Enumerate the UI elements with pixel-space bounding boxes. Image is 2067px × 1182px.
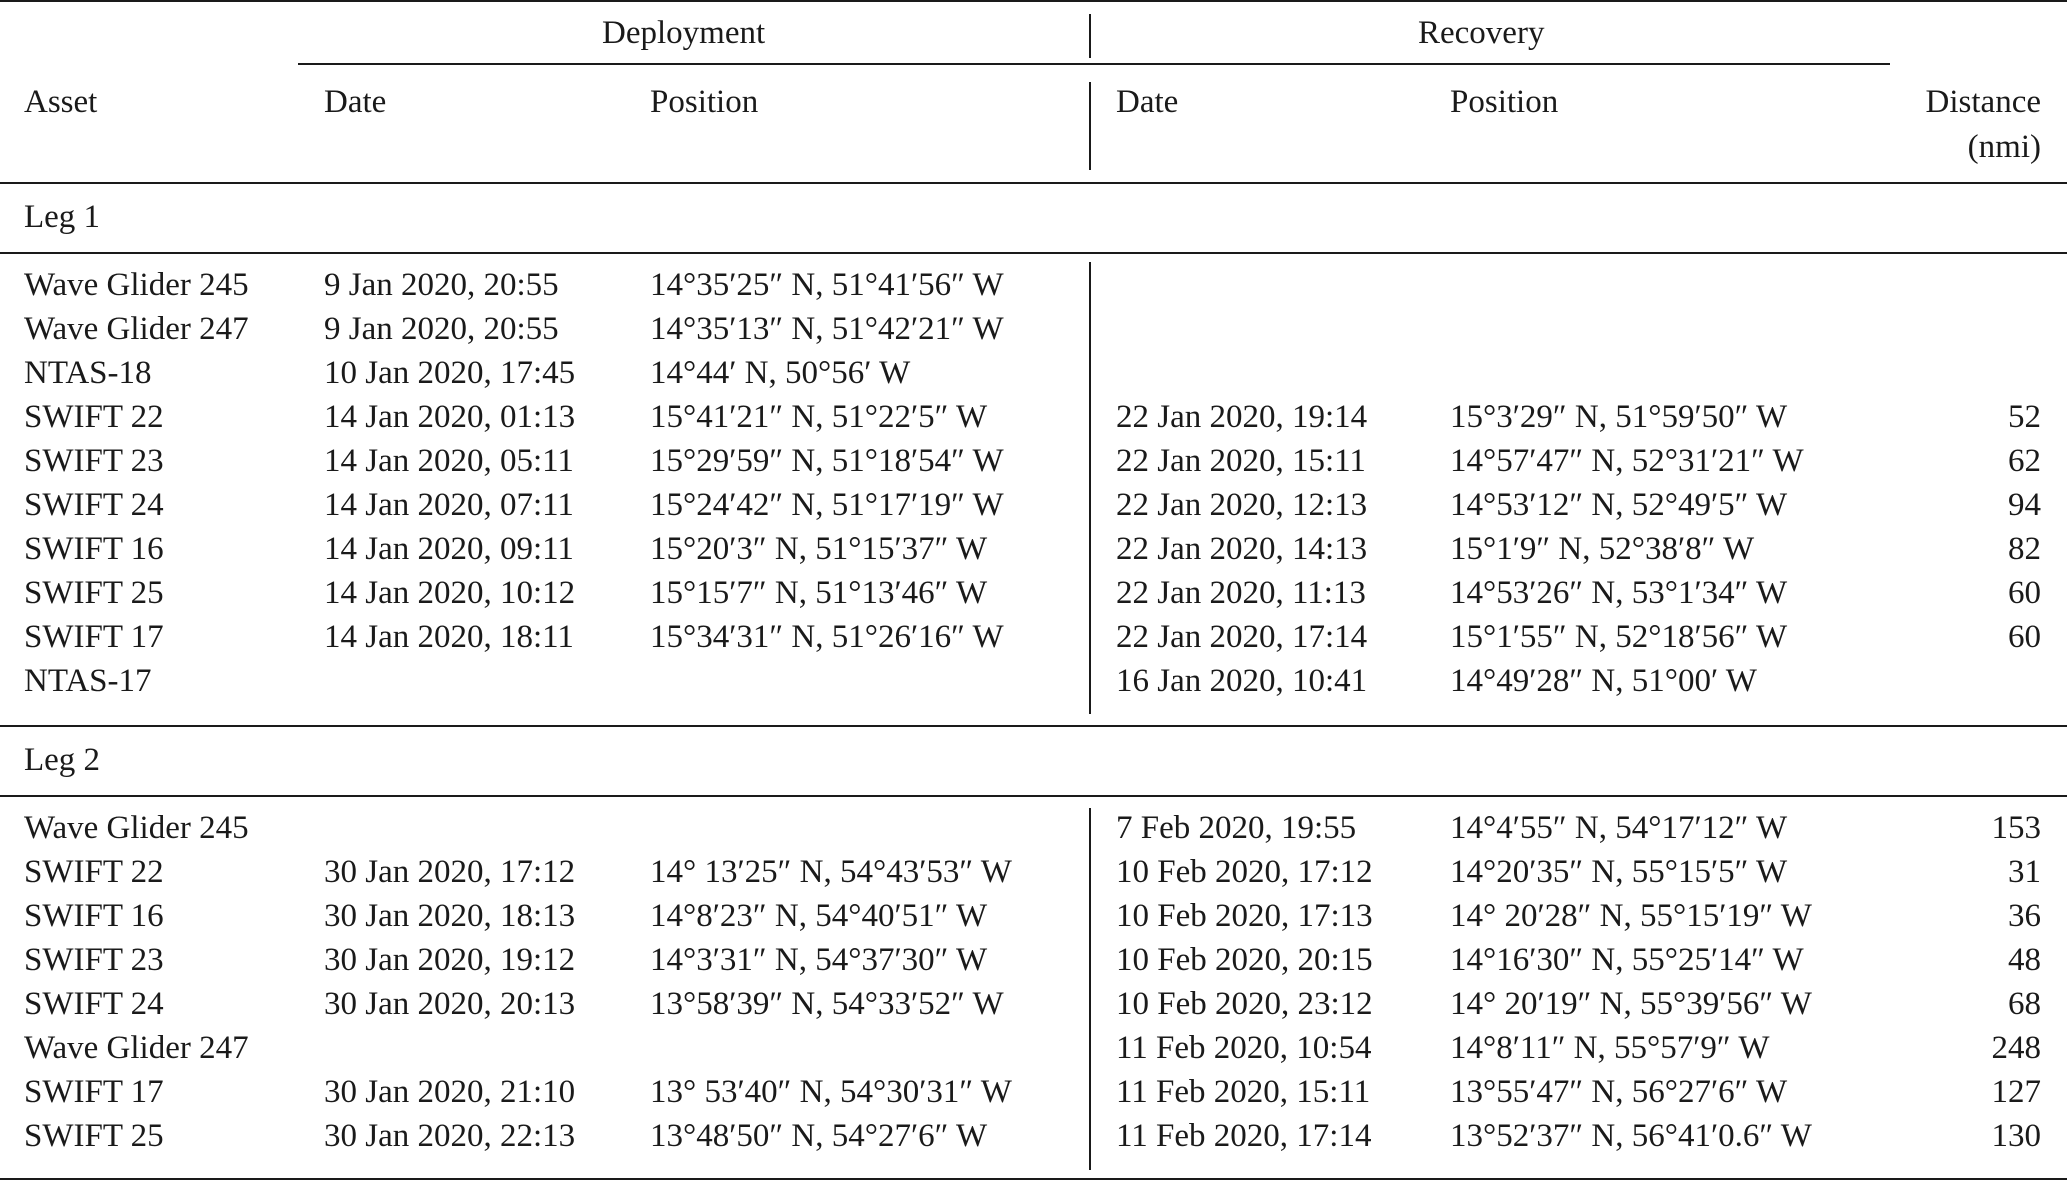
asset-cell: SWIFT 17 xyxy=(24,619,164,655)
distance-cell: 60 xyxy=(2008,619,2041,655)
table-row xyxy=(0,263,2067,307)
recover-position-cell: 14°4′55″ N, 54°17′12″ W xyxy=(1450,810,1788,846)
recover-position-header: Position xyxy=(1450,84,1559,120)
recover-date-header: Date xyxy=(1116,84,1179,120)
distance-cell: 31 xyxy=(2008,854,2041,890)
recover-date-cell: 22 Jan 2020, 14:13 xyxy=(1116,531,1368,567)
deploy-date-cell: 30 Jan 2020, 17:12 xyxy=(324,854,576,890)
asset-cell: SWIFT 16 xyxy=(24,531,164,567)
deploy-position-cell: 15°20′3″ N, 51°15′37″ W xyxy=(650,531,988,567)
deploy-position-cell: 14°8′23″ N, 54°40′51″ W xyxy=(650,898,988,934)
recover-date-cell: 22 Jan 2020, 11:13 xyxy=(1116,575,1366,611)
asset-cell: Wave Glider 245 xyxy=(24,810,249,846)
distance-unit-header: (nmi) xyxy=(1967,129,2041,165)
deploy-position-cell: 13° 53′40″ N, 54°30′31″ W xyxy=(650,1074,1012,1110)
deploy-date-cell: 30 Jan 2020, 22:13 xyxy=(324,1118,576,1154)
asset-cell: SWIFT 24 xyxy=(24,487,164,523)
asset-cell: NTAS-18 xyxy=(24,355,152,391)
recover-position-cell: 13°55′47″ N, 56°27′6″ W xyxy=(1450,1074,1788,1110)
table-row xyxy=(0,806,2067,850)
recover-position-cell: 14°53′26″ N, 53°1′34″ W xyxy=(1450,575,1788,611)
deploy-date-cell: 14 Jan 2020, 18:11 xyxy=(324,619,574,655)
distance-cell: 153 xyxy=(1991,810,2041,846)
distance-cell: 82 xyxy=(2008,531,2041,567)
leg2-rule xyxy=(0,795,2067,797)
deploy-date-cell: 30 Jan 2020, 21:10 xyxy=(324,1074,576,1110)
table-row xyxy=(0,527,2067,571)
deploy-date-cell: 14 Jan 2020, 01:13 xyxy=(324,399,576,435)
recover-position-cell: 14°57′47″ N, 52°31′21″ W xyxy=(1450,443,1804,479)
group-divider xyxy=(1089,14,1091,58)
recover-date-cell: 10 Feb 2020, 20:15 xyxy=(1116,942,1373,978)
deploy-date-cell: 9 Jan 2020, 20:55 xyxy=(324,311,559,347)
deploy-date-cell: 30 Jan 2020, 18:13 xyxy=(324,898,576,934)
header-bottom-rule xyxy=(0,182,2067,184)
asset-cell: SWIFT 23 xyxy=(24,443,164,479)
asset-cell: Wave Glider 247 xyxy=(24,311,249,347)
deploy-position-cell: 14°35′13″ N, 51°42′21″ W xyxy=(650,311,1004,347)
deploy-position-cell: 14°44′ N, 50°56′ W xyxy=(650,355,911,391)
distance-cell: 36 xyxy=(2008,898,2041,934)
asset-cell: SWIFT 24 xyxy=(24,986,164,1022)
table-row xyxy=(0,1026,2067,1070)
recover-date-cell: 22 Jan 2020, 19:14 xyxy=(1116,399,1368,435)
asset-cell: SWIFT 16 xyxy=(24,898,164,934)
distance-cell: 62 xyxy=(2008,443,2041,479)
asset-cell: SWIFT 22 xyxy=(24,399,164,435)
deploy-date-cell: 14 Jan 2020, 10:12 xyxy=(324,575,576,611)
recover-position-cell: 14°16′30″ N, 55°25′14″ W xyxy=(1450,942,1804,978)
recovery-underline xyxy=(1092,63,1890,65)
leg-2-label: Leg 2 xyxy=(24,742,101,778)
recover-position-cell: 14°53′12″ N, 52°49′5″ W xyxy=(1450,487,1788,523)
deploy-position-cell: 13°58′39″ N, 54°33′52″ W xyxy=(650,986,1004,1022)
table-row xyxy=(0,395,2067,439)
recover-date-cell: 10 Feb 2020, 17:12 xyxy=(1116,854,1373,890)
recover-position-cell: 15°1′55″ N, 52°18′56″ W xyxy=(1450,619,1788,655)
recover-date-cell: 11 Feb 2020, 15:11 xyxy=(1116,1074,1371,1110)
recover-date-cell: 16 Jan 2020, 10:41 xyxy=(1116,663,1368,699)
distance-cell: 48 xyxy=(2008,942,2041,978)
asset-cell: SWIFT 25 xyxy=(24,1118,164,1154)
recover-date-cell: 22 Jan 2020, 12:13 xyxy=(1116,487,1368,523)
table-row xyxy=(0,439,2067,483)
table-row xyxy=(0,307,2067,351)
distance-cell: 68 xyxy=(2008,986,2041,1022)
recover-date-cell: 10 Feb 2020, 17:13 xyxy=(1116,898,1373,934)
table-row xyxy=(0,938,2067,982)
deploy-date-cell: 14 Jan 2020, 07:11 xyxy=(324,487,574,523)
recover-position-cell: 15°1′9″ N, 52°38′8″ W xyxy=(1450,531,1755,567)
table-row xyxy=(0,850,2067,894)
distance-cell: 94 xyxy=(2008,487,2041,523)
deploy-position-cell: 15°41′21″ N, 51°22′5″ W xyxy=(650,399,988,435)
asset-cell: Wave Glider 245 xyxy=(24,267,249,303)
recover-date-cell: 11 Feb 2020, 10:54 xyxy=(1116,1030,1372,1066)
leg-1-label: Leg 1 xyxy=(24,199,101,235)
asset-cell: Wave Glider 247 xyxy=(24,1030,249,1066)
distance-header: Distance xyxy=(1925,84,2041,120)
recover-position-cell: 14°8′11″ N, 55°57′9″ W xyxy=(1450,1030,1770,1066)
asset-header: Asset xyxy=(24,84,98,120)
recover-position-cell: 14° 20′19″ N, 55°39′56″ W xyxy=(1450,986,1812,1022)
subheader-divider xyxy=(1089,82,1091,170)
table-row xyxy=(0,351,2067,395)
recover-date-cell: 7 Feb 2020, 19:55 xyxy=(1116,810,1357,846)
distance-cell: 248 xyxy=(1991,1030,2041,1066)
deploy-position-header: Position xyxy=(650,84,759,120)
asset-cell: SWIFT 25 xyxy=(24,575,164,611)
deploy-position-cell: 15°34′31″ N, 51°26′16″ W xyxy=(650,619,1004,655)
deploy-date-cell: 9 Jan 2020, 20:55 xyxy=(324,267,559,303)
deploy-date-header: Date xyxy=(324,84,387,120)
table-row xyxy=(0,571,2067,615)
recover-date-cell: 10 Feb 2020, 23:12 xyxy=(1116,986,1373,1022)
recover-date-cell: 22 Jan 2020, 17:14 xyxy=(1116,619,1368,655)
table-row xyxy=(0,982,2067,1026)
deploy-position-cell: 15°15′7″ N, 51°13′46″ W xyxy=(650,575,988,611)
bottom-rule xyxy=(0,1178,2067,1180)
deploy-position-cell: 13°48′50″ N, 54°27′6″ W xyxy=(650,1118,988,1154)
recover-position-cell: 15°3′29″ N, 51°59′50″ W xyxy=(1450,399,1788,435)
table-row xyxy=(0,1070,2067,1114)
table-row xyxy=(0,894,2067,938)
deploy-date-cell: 30 Jan 2020, 19:12 xyxy=(324,942,576,978)
table-row xyxy=(0,615,2067,659)
table-row xyxy=(0,1114,2067,1158)
distance-cell: 127 xyxy=(1991,1074,2041,1110)
table-row xyxy=(0,659,2067,703)
deploy-position-cell: 15°29′59″ N, 51°18′54″ W xyxy=(650,443,1004,479)
deployment-underline xyxy=(298,63,1092,65)
deploy-position-cell: 14°3′31″ N, 54°37′30″ W xyxy=(650,942,988,978)
deployment-header: Deployment xyxy=(602,15,766,51)
deploy-date-cell: 30 Jan 2020, 20:13 xyxy=(324,986,576,1022)
deploy-date-cell: 14 Jan 2020, 09:11 xyxy=(324,531,574,567)
asset-cell: SWIFT 17 xyxy=(24,1074,164,1110)
deploy-position-cell: 15°24′42″ N, 51°17′19″ W xyxy=(650,487,1004,523)
distance-cell: 52 xyxy=(2008,399,2041,435)
recover-date-cell: 11 Feb 2020, 17:14 xyxy=(1116,1118,1372,1154)
deploy-date-cell: 14 Jan 2020, 05:11 xyxy=(324,443,574,479)
leg1-end-rule xyxy=(0,725,2067,727)
recover-position-cell: 14° 20′28″ N, 55°15′19″ W xyxy=(1450,898,1812,934)
asset-cell: NTAS-17 xyxy=(24,663,152,699)
deploy-position-cell: 14° 13′25″ N, 54°43′53″ W xyxy=(650,854,1012,890)
distance-cell: 130 xyxy=(1991,1118,2041,1154)
recover-position-cell: 14°49′28″ N, 51°00′ W xyxy=(1450,663,1757,699)
table-row xyxy=(0,483,2067,527)
leg1-rule xyxy=(0,252,2067,254)
recover-position-cell: 14°20′35″ N, 55°15′5″ W xyxy=(1450,854,1788,890)
deploy-date-cell: 10 Jan 2020, 17:45 xyxy=(324,355,576,391)
top-rule xyxy=(0,0,2067,2)
asset-cell: SWIFT 22 xyxy=(24,854,164,890)
recover-position-cell: 13°52′37″ N, 56°41′0.6″ W xyxy=(1450,1118,1812,1154)
deploy-position-cell: 14°35′25″ N, 51°41′56″ W xyxy=(650,267,1004,303)
asset-cell: SWIFT 23 xyxy=(24,942,164,978)
recover-date-cell: 22 Jan 2020, 15:11 xyxy=(1116,443,1366,479)
distance-cell: 60 xyxy=(2008,575,2041,611)
recovery-header: Recovery xyxy=(1418,15,1545,51)
